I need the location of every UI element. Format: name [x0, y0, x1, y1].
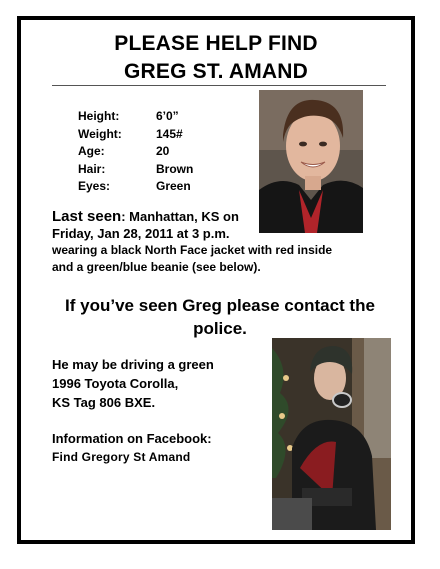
vehicle-line-2: 1996 Toyota Corolla, — [52, 376, 179, 391]
contact-line-2: police. — [193, 319, 247, 338]
last-seen-label: Last seen — [52, 208, 122, 225]
stat-label: Hair: — [78, 161, 106, 176]
stat-value: 20 — [156, 144, 170, 158]
stat-label: Weight: — [78, 126, 122, 141]
last-seen-location: : Manhattan, KS on — [121, 209, 239, 224]
flyer-title-line1: PLEASE HELP FIND — [114, 32, 318, 55]
last-seen-line — [52, 208, 392, 225]
clothing-line-1: wearing a black North Face jacket with red inside — [52, 243, 333, 257]
stat-label: Age: — [78, 144, 105, 158]
clothing-line-2: and a green/blue beanie (see below). — [52, 260, 261, 274]
vehicle-line-3: KS Tag 806 BXE. — [52, 395, 156, 410]
stat-label: Height: — [78, 109, 120, 123]
vehicle-info — [52, 355, 214, 412]
stat-value: Brown — [156, 161, 194, 176]
vehicle-line-1: He may be driving a green — [52, 357, 214, 372]
title-divider — [52, 85, 386, 86]
contact-police-notice — [42, 294, 398, 340]
facebook-line-2: Find Gregory St Amand — [52, 450, 191, 464]
contact-line-1: If you’ve seen Greg please contact the — [65, 296, 375, 315]
stat-label: Eyes: — [78, 179, 111, 193]
last-seen-date: Friday, Jan 28, 2011 at 3 p.m. — [52, 226, 230, 241]
stat-value: Green — [156, 179, 191, 193]
stat-value: 145# — [156, 126, 183, 141]
facebook-line-1: Information on Facebook: — [52, 431, 212, 446]
flyer-title-name: GREG ST. AMAND — [123, 60, 309, 83]
last-seen-block — [52, 208, 392, 276]
beanie-photo — [272, 338, 391, 530]
stat-value: 6’0” — [156, 109, 179, 123]
facebook-info — [52, 430, 212, 466]
